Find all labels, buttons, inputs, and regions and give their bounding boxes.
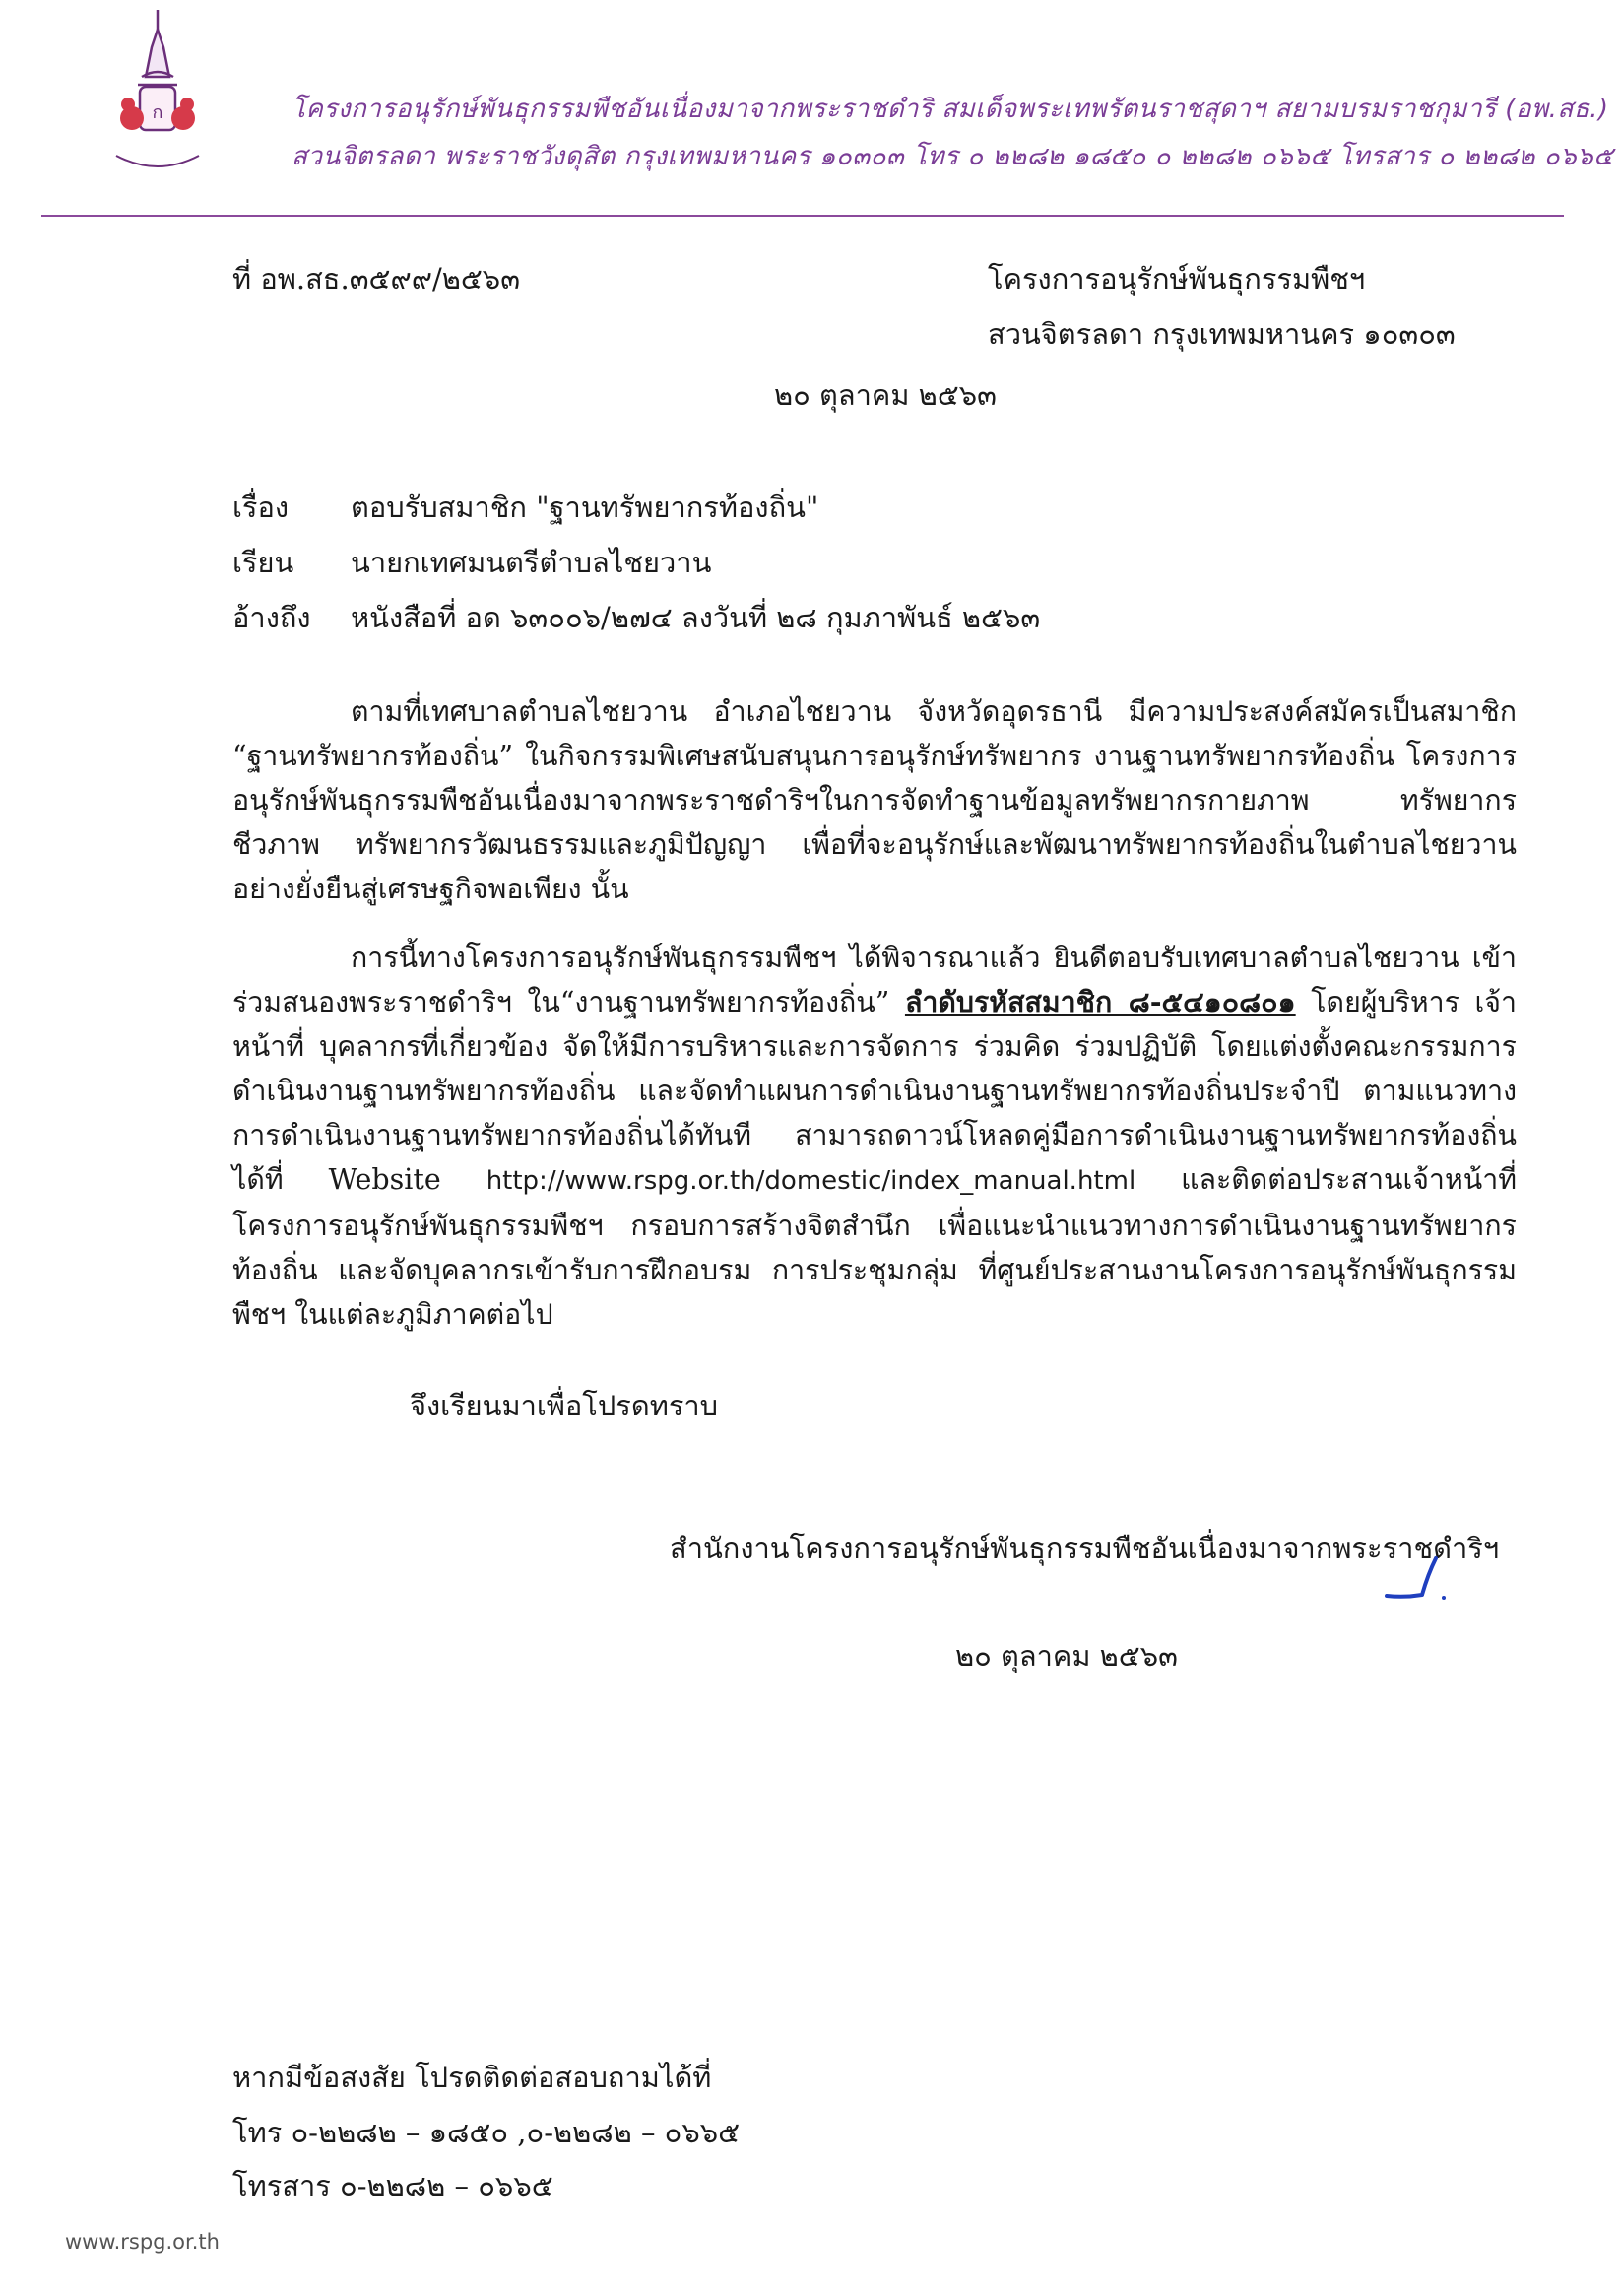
subject-label: เรื่อง — [232, 491, 290, 524]
reference-text: หนังสือที่ อด ๖๓๐๐๖/๒๗๔ ลงวันที่ ๒๘ กุมภาพันธ์ ๒๕๖๓ — [351, 601, 1041, 634]
closing-line: จึงเรียนมาเพื่อโปรดทราบ — [410, 1389, 719, 1422]
svg-text:ก: ก — [152, 102, 163, 123]
paragraph-segment: และติดต่อประสานเจ้าหน้าที่โครงการอนุรักษ์พันธุกรรมพืชฯ กรอบการสร้างจิตสำนึก เพื่อแนะนำแนวทางการดำเนินงานฐานทรัพยากรท้องถิ่น และจัดบุคลากรเข้ารับการฝึกอบรม การประชุมกลุ่ม ที่ศูนย์ประสานงานโครงการอนุรักษ์พันธุกรรมพืชฯ ในแต่ละภูมิภาคต่อไป — [232, 1163, 1517, 1331]
reference-number: ที่ อพ.สธ.๓๕๙๙/๒๕๖๓ — [232, 262, 521, 295]
paragraph-segment: การนี้ทางโครงการอนุรักษ์พันธุกรรมพืชฯ ได้พิจารณาแล้ว ยินดีตอบรับเทศบาลตำบลไชยวาน เข้าร่วมสนองพระราชดำริฯ ใน“งานฐานทรัพยากรท้องถิ่น” — [232, 942, 1517, 1018]
letterhead-title: โครงการอนุรักษ์พันธุกรรมพืชอันเนื่องมาจากพระราชดำริ สมเด็จพระเทพรัตนราชสุดาฯ สยามบรมราชกุมารี (อพ.สธ.) — [292, 95, 1609, 124]
signing-office: สำนักงานโครงการอนุรักษ์พันธุกรรมพืชอันเนื่องมาจากพระราชดำริฯ — [670, 1532, 1500, 1565]
contact-intro: หากมีข้อสงสัย โปรดติดต่อสอบถามได้ที่ — [232, 2061, 712, 2094]
paragraph-text — [232, 936, 1517, 1337]
letterhead-address: สวนจิตรลดา พระราชวังดุสิต กรุงเทพมหานคร ๑๐๓๐๓ โทร ๐ ๒๒๘๒ ๑๘๕๐ ๐ ๒๒๘๒ ๐๖๖๕ โทรสาร ๐ ๒๒๘๒ ๐๖๖๕ — [292, 142, 1614, 171]
subject-text: ตอบรับสมาชิก "ฐานทรัพยากรท้องถิ่น" — [351, 491, 819, 524]
contact-phone: โทร ๐-๒๒๘๒ – ๑๘๕๐ ,๐-๒๒๘๒ – ๐๖๖๕ — [232, 2116, 741, 2149]
rspg-logo — [98, 8, 217, 177]
sender-address: สวนจิตรลดา กรุงเทพมหานคร ๑๐๓๐๓ — [988, 317, 1456, 351]
member-code: ลำดับรหัสสมาชิก ๘-๕๔๑๐๘๐๑ — [904, 985, 1296, 1018]
manual-link[interactable]: http://www.rspg.or.th/domestic/index_manual.html — [486, 1166, 1136, 1196]
letter-date: ๒๐ ตุลาคม ๒๕๖๓ — [774, 378, 997, 412]
letterhead-divider — [41, 215, 1564, 217]
footer-website[interactable]: www.rspg.or.th — [65, 2230, 220, 2254]
reference-label: อ้างถึง — [232, 601, 311, 634]
recipient-label: เรียน — [232, 546, 294, 579]
contact-fax: โทรสาร ๐-๒๒๘๒ – ๐๖๖๕ — [232, 2169, 553, 2202]
body-paragraph-1 — [232, 689, 1517, 911]
signature-mark — [1383, 1552, 1452, 1611]
body-paragraph-2 — [232, 936, 1517, 1337]
recipient-text: นายกเทศมนตรีตำบลไชยวาน — [351, 546, 712, 579]
signature-date: ๒๐ ตุลาคม ๒๕๖๓ — [955, 1639, 1178, 1673]
sender-organization: โครงการอนุรักษ์พันธุกรรมพืชฯ — [988, 262, 1366, 295]
paragraph-segment: โดยผู้บริหาร เจ้าหน้าที่ บุคลากรที่เกี่ยวข้อง จัดให้มีการบริหารและการจัดการ ร่วมคิด ร่วมปฏิบัติ โดยแต่งตั้งคณะกรรมการดำเนินงานฐานทรัพยากรท้องถิ่น และจัดทำแผนการดำเนินงานฐานทรัพยากรท้องถิ่นประจำปี ตามแนวทางการดำเนินงานฐานทรัพยากรท้องถิ่นได้ทันที สามารถดาวน์โหลดคู่มือการดำเนินงานฐานทรัพยากรท้องถิ่นได้ที่ Website — [232, 986, 1517, 1196]
paragraph-text: ตามที่เทศบาลตำบลไชยวาน อำเภอไชยวาน จังหวัดอุดรธานี มีความประสงค์สมัครเป็นสมาชิก “ฐานทรัพยากรท้องถิ่น” ในกิจกรรมพิเศษสนับสนุนการอนุรักษ์ทรัพยากร งานฐานทรัพยากรท้องถิ่น โครงการอนุรักษ์พันธุกรรมพืชอันเนื่องมาจากพระราชดำริฯในการจัดทำฐานข้อมูลทรัพยากรกายภาพ ทรัพยากรชีวภาพ ทรัพยากรวัฒนธรรมและภูมิปัญญา เพื่อที่จะอนุรักษ์และพัฒนาทรัพยากรท้องถิ่นในตำบลไชยวาน อย่างยั่งยืนสู่เศรษฐกิจพอเพียง นั้น — [232, 695, 1517, 905]
